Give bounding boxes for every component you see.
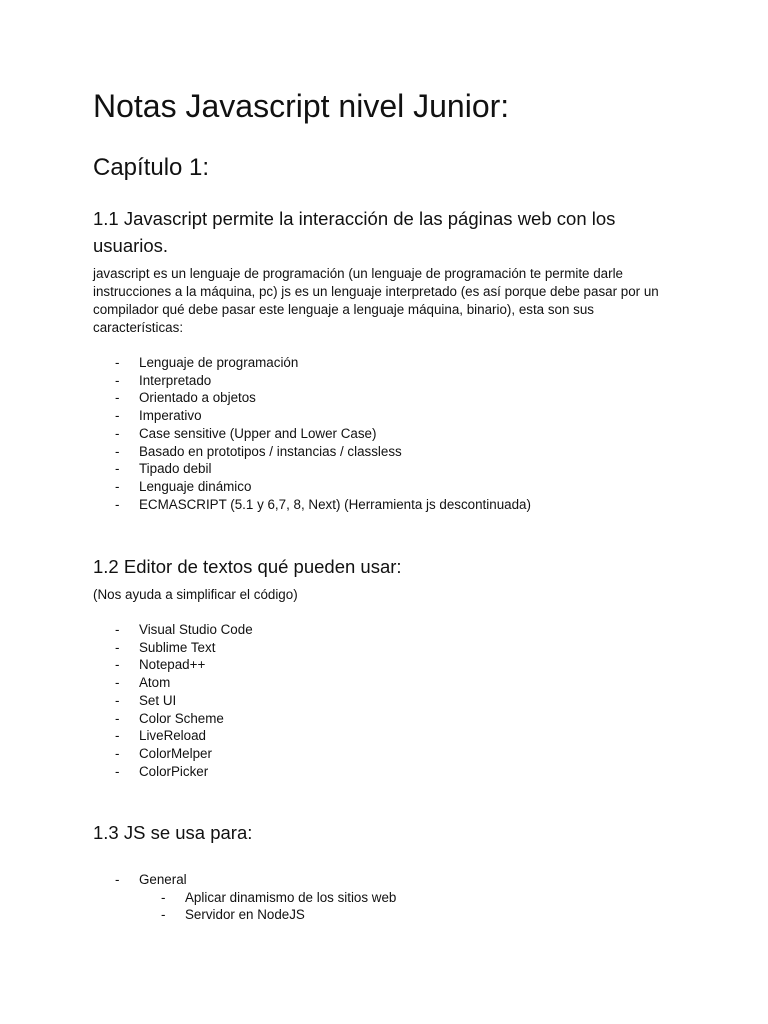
list-item-text: Case sensitive (Upper and Lower Case) (139, 425, 377, 441)
list-item-text: LiveReload (139, 728, 206, 744)
list-item-text: ColorPicker (139, 763, 209, 779)
list-item (93, 710, 253, 728)
dash-bullet: - (161, 889, 166, 905)
dash-bullet: - (115, 657, 120, 673)
list-item-text: Tipado debil (139, 461, 212, 477)
list-item-text: ECMASCRIPT (5.1 y 6,7, 8, Next) (Herramienta js descontinuada) (139, 496, 531, 512)
uses-sublist (139, 889, 396, 924)
list-item-text: Notepad++ (139, 657, 206, 673)
section-heading-1-1: 1.1 Javascript permite la interacción de las páginas web con los usuarios. (93, 208, 616, 256)
dash-bullet: - (115, 622, 120, 637)
dash-bullet: - (115, 443, 120, 459)
list-item (93, 656, 253, 674)
dash-bullet: - (115, 763, 120, 779)
list-item-text: Interpretado (139, 372, 212, 388)
dash-bullet: - (161, 907, 166, 923)
document-title: Notas Javascript nivel Junior: (93, 88, 510, 124)
list-item (93, 639, 253, 657)
dash-bullet: - (115, 372, 120, 388)
section-paragraph-1-2: (Nos ayuda a simplificar el código) (93, 587, 298, 602)
list-item (93, 460, 531, 478)
list-item (93, 621, 253, 639)
sublist-item-text: Servidor en NodeJS (185, 907, 305, 923)
dash-bullet: - (115, 692, 120, 708)
features-list (93, 354, 531, 513)
list-item (93, 692, 253, 710)
list-item (93, 443, 531, 461)
list-item-text: Atom (139, 675, 171, 691)
list-item (93, 763, 253, 781)
list-item-text: Sublime Text (139, 639, 216, 655)
list-item (93, 871, 396, 924)
dash-bullet: - (115, 639, 120, 655)
uses-list (93, 871, 396, 924)
editors-list (93, 621, 253, 780)
dash-bullet: - (115, 872, 120, 887)
list-item (93, 372, 531, 390)
chapter-heading: Capítulo 1: (93, 154, 210, 181)
dash-bullet: - (115, 408, 120, 424)
section-heading-1-2: 1.2 Editor de textos qué pueden usar: (93, 556, 402, 577)
list-item-text: Basado en prototipos / instancias / classless (139, 443, 402, 459)
dash-bullet: - (115, 745, 120, 761)
list-item (93, 674, 253, 692)
dash-bullet: - (115, 478, 120, 494)
list-item (93, 407, 531, 425)
sublist-item (139, 889, 396, 907)
list-item-text: Color Scheme (139, 710, 224, 726)
dash-bullet: - (115, 728, 120, 744)
dash-bullet: - (115, 390, 120, 406)
list-item-text: Visual Studio Code (139, 622, 253, 637)
dash-bullet: - (115, 425, 120, 441)
dash-bullet: - (115, 675, 120, 691)
section-paragraph-1-1: javascript es un lenguaje de programación (un lenguaje de programación te permite darle instrucciones a la máquina, pc) js es un lenguaje interpretado (es así porque debe pasar por un compilador qué debe pasar este lenguaje a lenguaje máquina, binario), esta son sus características: (93, 266, 659, 335)
list-item-text: Set UI (139, 692, 177, 708)
dash-bullet: - (115, 496, 120, 512)
list-item-text: Imperativo (139, 408, 202, 424)
list-item (93, 745, 253, 763)
sublist-item-text: Aplicar dinamismo de los sitios web (185, 889, 397, 905)
list-item-text: General (139, 872, 187, 887)
list-item-text: ColorMelper (139, 745, 212, 761)
list-item (93, 496, 531, 514)
dash-bullet: - (115, 710, 120, 726)
list-item (93, 478, 531, 496)
list-item (93, 354, 531, 372)
list-item-text: Orientado a objetos (139, 390, 256, 406)
dash-bullet: - (115, 461, 120, 477)
section-heading-1-3: 1.3 JS se usa para: (93, 822, 253, 843)
list-item-text: Lenguaje de programación (139, 355, 299, 370)
list-item-text: Lenguaje dinámico (139, 478, 252, 494)
list-item (93, 389, 531, 407)
sublist-item (139, 906, 396, 924)
list-item (93, 727, 253, 745)
list-item (93, 425, 531, 443)
dash-bullet: - (115, 355, 120, 370)
